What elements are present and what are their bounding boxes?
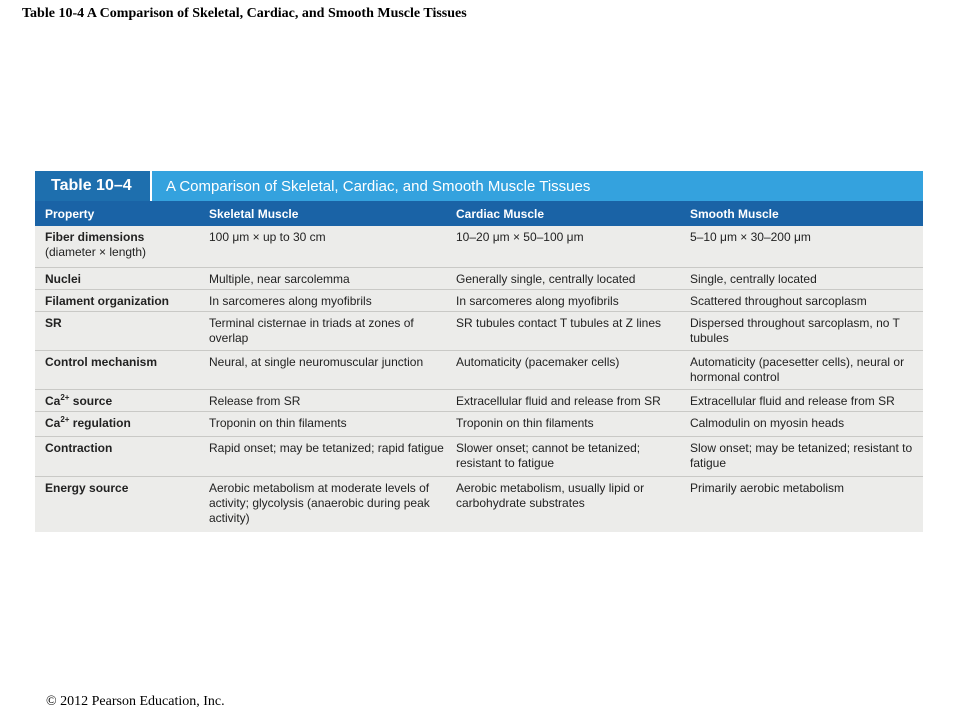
cell-smooth: Automaticity (pacesetter cells), neural or hormonal control: [690, 355, 905, 384]
header-skeletal: Skeletal Muscle: [209, 206, 299, 221]
row-property: [35, 416, 199, 436]
table-row: [35, 412, 923, 437]
cell-cardiac: Aerobic metabolism, usually lipid or carbohydrate substrates: [456, 481, 645, 510]
charge-superscript: 2+: [60, 393, 70, 402]
header-smooth: Smooth Muscle: [690, 206, 779, 221]
table-row: [35, 268, 923, 290]
ca-label: Ca: [45, 394, 61, 408]
property-suffix: regulation: [69, 416, 131, 430]
row-property: [35, 394, 199, 411]
cell-skeletal: Multiple, near sarcolemma: [209, 272, 350, 286]
cell-skeletal: Terminal cisternae in triads at zones of overlap: [209, 316, 414, 345]
cell-smooth: Slow onset; may be tetanized; resistant to fatigue: [690, 441, 913, 470]
row-property: Filament organization: [45, 294, 170, 308]
row-property: Nuclei: [45, 272, 82, 286]
table-row: [35, 477, 923, 532]
cell-skeletal: Troponin on thin filaments: [209, 416, 347, 430]
charge-superscript: 2+: [60, 415, 70, 424]
slide-title: Table 10-4 A Comparison of Skeletal, Cardiac, and Smooth Muscle Tissues: [22, 6, 467, 21]
table-header-row: [35, 201, 923, 226]
row-property: Contraction: [45, 441, 113, 455]
table-row: [35, 351, 923, 390]
cell-smooth: Extracellular fluid and release from SR: [690, 394, 895, 408]
cell-smooth: Single, centrally located: [690, 272, 817, 286]
cell-smooth: Scattered throughout sarcoplasm: [690, 294, 867, 308]
row-property: Control mechanism: [45, 355, 158, 369]
table-caption: A Comparison of Skeletal, Cardiac, and Smooth Muscle Tissues: [166, 177, 591, 195]
table-row: [35, 290, 923, 312]
row-property: SR: [45, 316, 62, 330]
cell-smooth: Dispersed throughout sarcoplasm, no T tubules: [690, 316, 900, 345]
cell-cardiac: In sarcomeres along myofibrils: [456, 294, 619, 308]
row-property: [35, 230, 199, 267]
cell-cardiac: Automaticity (pacemaker cells): [456, 355, 620, 369]
cell-skeletal: Neural, at single neuromuscular junction: [209, 355, 424, 369]
cell-skeletal: Aerobic metabolism at moderate levels of activity; glycolysis (anaerobic during peak activity): [209, 481, 430, 525]
table-number: Table 10–4: [35, 171, 152, 201]
cell-cardiac: Generally single, centrally located: [456, 272, 636, 286]
cell-cardiac: SR tubules contact T tubules at Z lines: [456, 316, 662, 330]
cell-cardiac: Extracellular fluid and release from SR: [456, 394, 661, 408]
cell-cardiac: Troponin on thin filaments: [456, 416, 594, 430]
row-property: Energy source: [45, 481, 129, 495]
comparison-table: [35, 171, 923, 532]
header-cardiac: Cardiac Muscle: [456, 206, 545, 221]
ca-label: Ca: [45, 416, 61, 430]
property-note: (diameter × length): [45, 245, 147, 259]
copyright-notice: © 2012 Pearson Education, Inc.: [46, 694, 225, 709]
cell-skeletal: In sarcomeres along myofibrils: [209, 294, 372, 308]
table-banner: [35, 171, 923, 201]
cell-skeletal: Release from SR: [209, 394, 301, 408]
property-label: Fiber dimensions: [45, 230, 145, 244]
table-row: [35, 312, 923, 351]
cell-smooth: Primarily aerobic metabolism: [690, 481, 845, 495]
cell-cardiac: 10–20 μm × 50–100 μm: [456, 230, 584, 244]
header-property: Property: [45, 206, 95, 221]
cell-skeletal: Rapid onset; may be tetanized; rapid fatigue: [209, 441, 444, 455]
cell-cardiac: Slower onset; cannot be tetanized; resistant to fatigue: [456, 441, 641, 470]
cell-smooth: 5–10 μm × 30–200 μm: [690, 230, 811, 244]
table-row: [35, 390, 923, 412]
cell-skeletal: 100 μm × up to 30 cm: [209, 230, 326, 244]
table-row: [35, 226, 923, 268]
table-row: [35, 437, 923, 477]
property-suffix: source: [69, 394, 113, 408]
cell-smooth: Calmodulin on myosin heads: [690, 416, 845, 430]
